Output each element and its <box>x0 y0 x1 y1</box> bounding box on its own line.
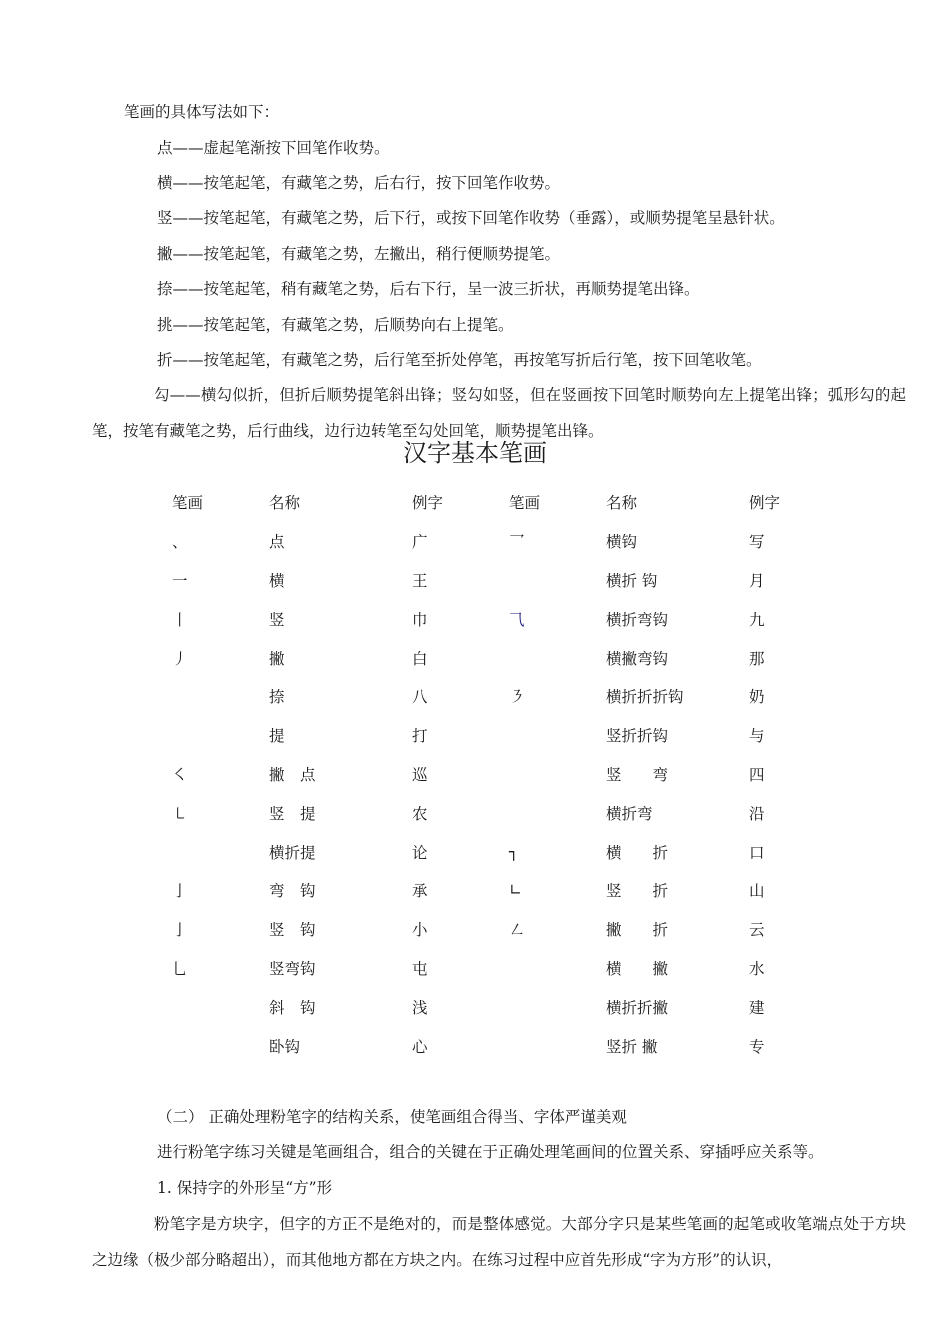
stroke-glyph <box>172 987 269 1026</box>
stroke-name: 横 <box>269 571 285 590</box>
table-row <box>172 949 809 988</box>
stroke-name: 斜 钩 <box>269 998 316 1017</box>
stroke-glyph <box>172 832 269 871</box>
table-row <box>172 793 809 832</box>
stroke-glyph <box>509 793 606 832</box>
stroke-glyph: 丨 <box>172 610 188 629</box>
example-char: 专 <box>749 1037 765 1056</box>
header-example: 例字 <box>412 494 444 513</box>
stroke-table <box>172 483 809 1065</box>
table-row <box>172 522 809 561</box>
example-char: 屯 <box>412 959 428 978</box>
example-char: 那 <box>749 649 765 668</box>
stroke-name: 竖 <box>269 610 285 629</box>
section-intro: 进行粉笔字练习关键是笔画组合，组合的关键在于正确处理笔画间的位置关系、穿插呼应关系等。 <box>157 1143 824 1161</box>
stroke-name: 撇 点 <box>269 765 316 784</box>
stroke-name: 点 <box>269 533 285 552</box>
stroke-name: 横 折 <box>606 843 669 862</box>
header-name: 名称 <box>269 494 301 513</box>
stroke-name: 横折折折钩 <box>606 688 684 707</box>
table-title: 汉字基本笔画 <box>403 439 547 467</box>
stroke-name: 横撇弯钩 <box>606 649 669 668</box>
section-heading: （二） 正确处理粉笔字的结构关系，使笔画组合得当、字体严谨美观 <box>157 1108 627 1126</box>
table-row <box>172 716 809 755</box>
rule-gou: 勾——横勾似折，但折后顺势提笔斜出锋；竖勾如竖，但在竖画按下回笔时顺势向左上提笔出锋；弧形勾的起笔，按笔有藏笔之势，后行曲线，边行边转笔至勾处回笔，顺势提笔出锋。 <box>92 386 906 440</box>
stroke-glyph <box>509 716 606 755</box>
table-row <box>172 599 809 638</box>
stroke-name: 横折提 <box>269 843 316 862</box>
table-row <box>172 1026 809 1065</box>
stroke-glyph <box>172 677 269 716</box>
rule-heng: 横——按笔起笔，有藏笔之势，后右行，按下回笔作收势。 <box>157 174 561 192</box>
table-row <box>172 677 809 716</box>
example-char: 九 <box>749 610 765 629</box>
stroke-name: 提 <box>269 727 285 746</box>
example-char: 月 <box>749 571 765 590</box>
stroke-glyph <box>509 1026 606 1065</box>
stroke-name: 横折弯 <box>606 804 653 823</box>
stroke-glyph: 丿 <box>172 649 188 668</box>
example-char: 巡 <box>412 765 428 784</box>
example-char: 浅 <box>412 998 428 1017</box>
stroke-name: 弯 钩 <box>269 882 316 901</box>
stroke-name: 横折折撇 <box>606 998 669 1017</box>
stroke-name: 横 撇 <box>606 959 669 978</box>
stroke-glyph: ⺄ <box>509 610 525 629</box>
rule-dian: 点——虚起笔渐按下回笔作收势。 <box>157 139 390 157</box>
stroke-name: 卧钩 <box>269 1037 301 1056</box>
stroke-name: 竖 钩 <box>269 921 316 940</box>
header-name: 名称 <box>606 494 638 513</box>
example-char: 奶 <box>749 688 765 707</box>
final-paragraph: 粉笔字是方块字，但字的方正不是绝对的，而是整体感觉。大部分字只是某些笔画的起笔或收笔端点处于方块之边缘（极少部分略超出），而其他地方都在方块之内。在练习过程中应首先形成“字为方形”的认识， <box>92 1215 906 1269</box>
stroke-glyph <box>509 755 606 794</box>
stroke-glyph: 亅 <box>172 882 188 901</box>
rule-pie: 撇——按笔起笔，有藏笔之势，左撇出，稍行便顺势提笔。 <box>157 245 561 263</box>
example-char: 巾 <box>412 610 428 629</box>
stroke-name: 横折弯钩 <box>606 610 669 629</box>
stroke-glyph: ㇋ <box>509 688 525 707</box>
example-char: 小 <box>412 921 428 940</box>
example-char: 承 <box>412 882 428 901</box>
table-row <box>172 987 809 1026</box>
stroke-glyph: 乚 <box>172 959 188 978</box>
table-row <box>172 755 809 794</box>
intro-text: 笔画的具体写法如下： <box>124 103 280 121</box>
rule-tiao: 挑——按笔起笔，有藏笔之势，后顺势向右上提笔。 <box>157 316 514 334</box>
stroke-glyph <box>509 987 606 1026</box>
stroke-glyph: ┐ <box>509 842 519 861</box>
stroke-glyph: ㇛ <box>172 765 188 784</box>
stroke-glyph: 亅 <box>172 921 188 940</box>
example-char: 论 <box>412 843 428 862</box>
example-char: 口 <box>749 843 765 862</box>
example-char: 白 <box>412 649 428 668</box>
stroke-glyph: ∟ <box>509 881 522 900</box>
example-char: 建 <box>749 998 765 1017</box>
stroke-glyph <box>172 716 269 755</box>
example-char: 八 <box>412 688 428 707</box>
stroke-name: 竖 弯 <box>606 765 669 784</box>
stroke-glyph: 、 <box>172 533 188 552</box>
stroke-glyph <box>509 949 606 988</box>
table-row <box>172 561 809 600</box>
stroke-glyph: ㇜ <box>509 921 525 940</box>
example-char: 打 <box>412 727 428 746</box>
example-char: 云 <box>749 921 765 940</box>
example-char: 心 <box>412 1037 428 1056</box>
stroke-name: 竖折折钩 <box>606 727 669 746</box>
stroke-glyph <box>172 1026 269 1065</box>
example-char: 四 <box>749 765 765 784</box>
table-row <box>172 832 809 871</box>
stroke-glyph: 乛 <box>509 533 525 552</box>
example-char: 水 <box>749 959 765 978</box>
stroke-glyph <box>509 638 606 677</box>
rule-zhe: 折——按笔起笔，有藏笔之势，后行笔至折处停笔，再按笔写折后行笔，按下回笔收笔。 <box>157 351 762 369</box>
stroke-glyph <box>509 561 606 600</box>
example-char: 写 <box>749 533 765 552</box>
example-char: 山 <box>749 882 765 901</box>
table-row <box>172 910 809 949</box>
stroke-name: 撇 折 <box>606 921 669 940</box>
stroke-name: 横钩 <box>606 533 638 552</box>
table-row <box>172 871 809 910</box>
stroke-name: 横折 钩 <box>606 571 658 590</box>
example-char: 广 <box>412 533 428 552</box>
table-header-row <box>172 483 809 522</box>
rule-shu: 竖——按笔起笔，有藏笔之势，后下行，或按下回笔作收势（垂露），或顺势提笔呈悬针状。 <box>157 209 785 227</box>
stroke-name: 捺 <box>269 688 285 707</box>
stroke-name: 竖 提 <box>269 804 316 823</box>
subheading: 1. 保持字的外形呈“方”形 <box>157 1179 333 1197</box>
rule-na: 捺——按笔起笔，稍有藏笔之势，后右下行，呈一波三折状，再顺势提笔出锋。 <box>157 280 700 298</box>
example-char: 农 <box>412 804 428 823</box>
stroke-name: 竖 折 <box>606 882 669 901</box>
example-char: 沿 <box>749 804 765 823</box>
example-char: 王 <box>412 571 428 590</box>
stroke-name: 竖折 撇 <box>606 1037 658 1056</box>
header-stroke: 笔画 <box>172 494 204 513</box>
stroke-name: 竖弯钩 <box>269 959 316 978</box>
header-example: 例字 <box>749 494 781 513</box>
example-char: 与 <box>749 727 765 746</box>
table-row <box>172 638 809 677</box>
stroke-glyph: 一 <box>172 571 188 590</box>
stroke-glyph: ㇄ <box>172 804 188 823</box>
header-stroke: 笔画 <box>509 494 541 513</box>
stroke-name: 撇 <box>269 649 285 668</box>
